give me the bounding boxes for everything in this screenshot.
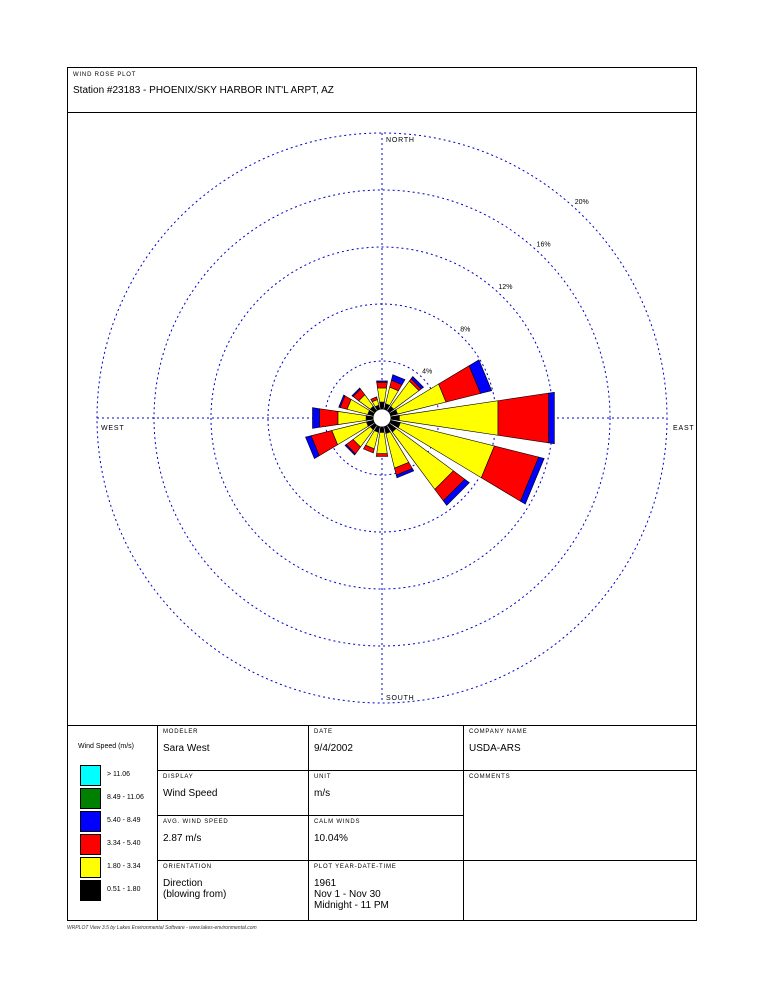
petal-segment	[366, 416, 373, 421]
station-title: Station #23183 - PHOENIX/SKY HARBOR INT'L ARPT, AZ	[73, 85, 334, 96]
compass-east: EAST	[673, 425, 695, 432]
avg-speed-cell	[158, 816, 309, 861]
plot-time-line2: Nov 1 - Nov 30	[314, 889, 381, 900]
display-cell	[158, 771, 309, 816]
avg-speed-label: AVG. WIND SPEED	[163, 819, 229, 825]
legend-swatch	[80, 857, 101, 878]
legend-swatch	[80, 880, 101, 901]
legend-swatch	[80, 834, 101, 855]
orientation-label: ORIENTATION	[163, 864, 212, 870]
orientation-line2: (blowing from)	[163, 889, 227, 900]
compass-west: WEST	[101, 425, 125, 432]
header-label: WIND ROSE PLOT	[73, 72, 137, 78]
petal-segment	[380, 402, 385, 409]
legend-label: > 11.06	[107, 771, 131, 778]
ring-label: 16%	[536, 241, 551, 249]
legend-swatch	[80, 811, 101, 832]
footer-credit: WRPLOT View 3.5 by Lakes Environmental Software - www.lakes-environmental.com	[67, 925, 257, 931]
comments-cell	[464, 771, 696, 861]
legend-label: 0.51 - 1.80	[107, 886, 141, 893]
wind-rose-area	[68, 113, 696, 725]
plot-time-cell	[309, 861, 464, 921]
ring-label: 8%	[460, 326, 471, 334]
legend-label: 3.34 - 5.40	[107, 840, 141, 847]
calm-winds-value: 10.04%	[314, 833, 348, 844]
petal-segment	[549, 392, 555, 444]
petal-segment	[498, 393, 549, 443]
legend-swatch	[80, 788, 101, 809]
petal-segment	[377, 382, 388, 388]
company-value: USDA-ARS	[469, 743, 521, 754]
modeler-label: MODELER	[163, 729, 199, 735]
modeler-cell	[158, 726, 309, 771]
petal-segment	[338, 411, 366, 424]
empty-cell	[464, 861, 696, 921]
petal-segment	[391, 415, 400, 420]
ring-label: 20%	[574, 199, 589, 207]
company-cell	[464, 726, 696, 771]
company-label: COMPANY NAME	[469, 729, 528, 735]
legend-label: 8.49 - 11.06	[107, 794, 144, 801]
legend-label: 5.40 - 8.49	[107, 817, 141, 824]
calm-winds-label: CALM WINDS	[314, 819, 361, 825]
calm-winds-cell	[309, 816, 464, 861]
petal-segment	[313, 408, 320, 429]
compass-north: NORTH	[386, 137, 415, 144]
date-cell	[309, 726, 464, 771]
display-label: DISPLAY	[163, 774, 194, 780]
header	[68, 68, 696, 113]
plot-time-line1: 1961	[314, 878, 337, 889]
petal-segment	[378, 388, 387, 402]
petal-segment	[320, 409, 338, 428]
display-value: Wind Speed	[163, 788, 218, 799]
info-panel	[68, 725, 696, 921]
unit-cell	[309, 771, 464, 816]
petal-segment	[377, 433, 388, 454]
orientation-cell	[158, 861, 309, 921]
petal-segment	[376, 454, 388, 457]
orientation-line1: Direction	[163, 878, 203, 889]
calm-circle	[373, 409, 391, 427]
legend-label: 1.80 - 3.34	[107, 863, 141, 870]
ring-label: 12%	[498, 283, 513, 291]
date-label: DATE	[314, 729, 333, 735]
avg-speed-value: 2.87 m/s	[163, 833, 202, 844]
unit-value: m/s	[314, 788, 331, 799]
unit-label: UNIT	[314, 774, 332, 780]
comments-label: COMMENTS	[469, 774, 511, 780]
modeler-value: Sara West	[163, 743, 210, 754]
petal-segment	[377, 381, 388, 382]
plot-time-label: PLOT YEAR-DATE-TIME	[314, 864, 397, 870]
wind-rose-chart	[68, 113, 696, 725]
plot-time-value	[314, 878, 389, 911]
legend-title: Wind Speed (m/s)	[78, 743, 135, 750]
plot-time-line3: Midnight - 11 PM	[314, 900, 389, 911]
compass-south: SOUTH	[386, 695, 415, 702]
legend	[68, 726, 158, 921]
petal-segment	[380, 427, 384, 433]
plot-frame	[67, 67, 697, 921]
date-value: 9/4/2002	[314, 743, 353, 754]
legend-swatch	[80, 765, 101, 786]
orientation-value	[163, 878, 226, 900]
ring-label: 4%	[422, 368, 433, 376]
